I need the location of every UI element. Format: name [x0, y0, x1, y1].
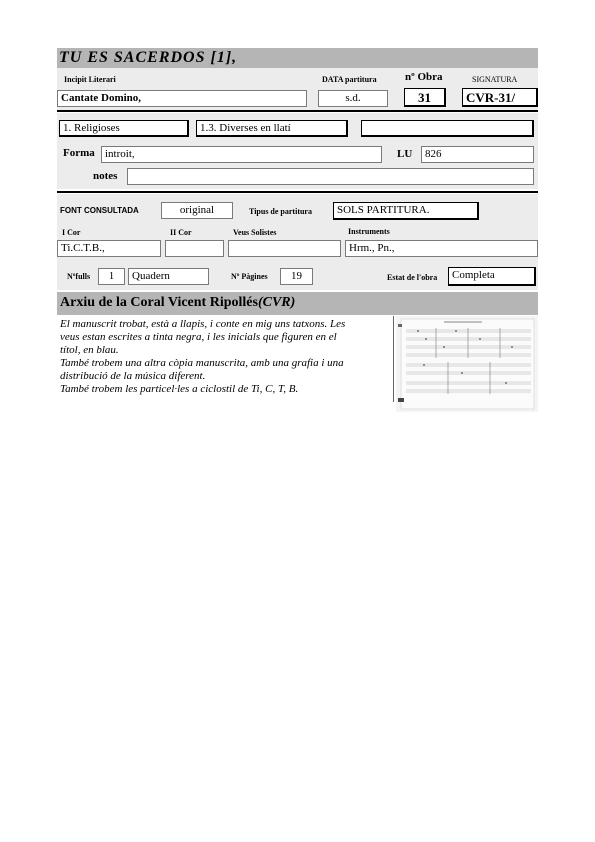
veus-field[interactable]: [228, 240, 341, 257]
archive-description: [60, 318, 392, 396]
icor-label: I Cor: [62, 228, 81, 237]
archive-title-main: Arxiu de la Coral Vicent Ripollés: [60, 295, 258, 310]
notes-label: notes: [93, 170, 118, 182]
category-3-field[interactable]: [361, 120, 534, 137]
description-line: El manuscrit trobat, està a llapis, i conte en mig uns tatxons. Les: [60, 318, 346, 330]
description-line: veus estan escrites a tinta negra, i les inicials que figuren en el: [60, 331, 337, 343]
description-line: distribució de la música diferent.: [60, 370, 206, 382]
data-field[interactable]: s.d.: [318, 90, 388, 107]
iicor-label: II Cor: [170, 228, 192, 237]
signatura-label: SIGNATURA: [472, 75, 518, 84]
icor-field[interactable]: Ti.C.T.B.,: [57, 240, 161, 257]
lu-label: LU: [397, 148, 413, 160]
category-1-field[interactable]: 1. Religioses: [59, 120, 189, 137]
font-field[interactable]: original: [161, 202, 233, 219]
page-title: TU ES SACERDOS [1],: [59, 49, 238, 66]
format-field[interactable]: Quadern: [128, 268, 209, 285]
pagines-label: Nº Pàgines: [231, 272, 268, 281]
estat-label: Estat de l'obra: [387, 273, 438, 282]
forma-field[interactable]: introit,: [101, 146, 382, 163]
nfulls-label: Nºfulls: [67, 272, 91, 281]
incipit-label: Incipit Literari: [64, 75, 116, 84]
pagines-field[interactable]: 19: [280, 268, 313, 285]
divider-2: [57, 191, 538, 193]
estat-field[interactable]: Completa: [448, 267, 536, 286]
score-thumbnail-image: [396, 316, 538, 412]
category-2-field[interactable]: 1.3. Diverses en llatí: [196, 120, 348, 137]
iicor-field[interactable]: [165, 240, 224, 257]
instruments-field[interactable]: Hrm., Pn.,: [345, 240, 538, 257]
incipit-field[interactable]: Cantate Domino,: [57, 90, 307, 107]
font-label: FONT CONSULTADA: [60, 206, 139, 215]
obra-field[interactable]: 31: [404, 88, 446, 107]
instruments-label: Instruments: [348, 227, 390, 236]
notes-field[interactable]: [127, 168, 534, 185]
tipus-label: Tipus de partitura: [249, 207, 312, 216]
obra-label: nº Obra: [405, 71, 443, 83]
data-label: DATA partitura: [322, 75, 377, 84]
veus-label: Veus Solistes: [233, 228, 277, 237]
signatura-field[interactable]: CVR-31/: [462, 88, 538, 107]
archive-title-abbr: (CVR): [257, 295, 296, 310]
divider-1: [57, 110, 538, 112]
vertical-divider: [393, 316, 394, 402]
forma-label: Forma: [63, 147, 95, 159]
tipus-field[interactable]: SOLS PARTITURA.: [333, 202, 479, 220]
description-line: També trobem una altra còpia manuscrita, amb una grafia i una: [60, 357, 344, 369]
lu-field[interactable]: 826: [421, 146, 534, 163]
description-line: títol, en blau.: [60, 344, 119, 356]
archive-title: [60, 295, 295, 311]
description-line: També trobem les particel·les a ciclostil de Ti, C, T, B.: [60, 383, 299, 395]
nfulls-field[interactable]: 1: [98, 268, 125, 285]
